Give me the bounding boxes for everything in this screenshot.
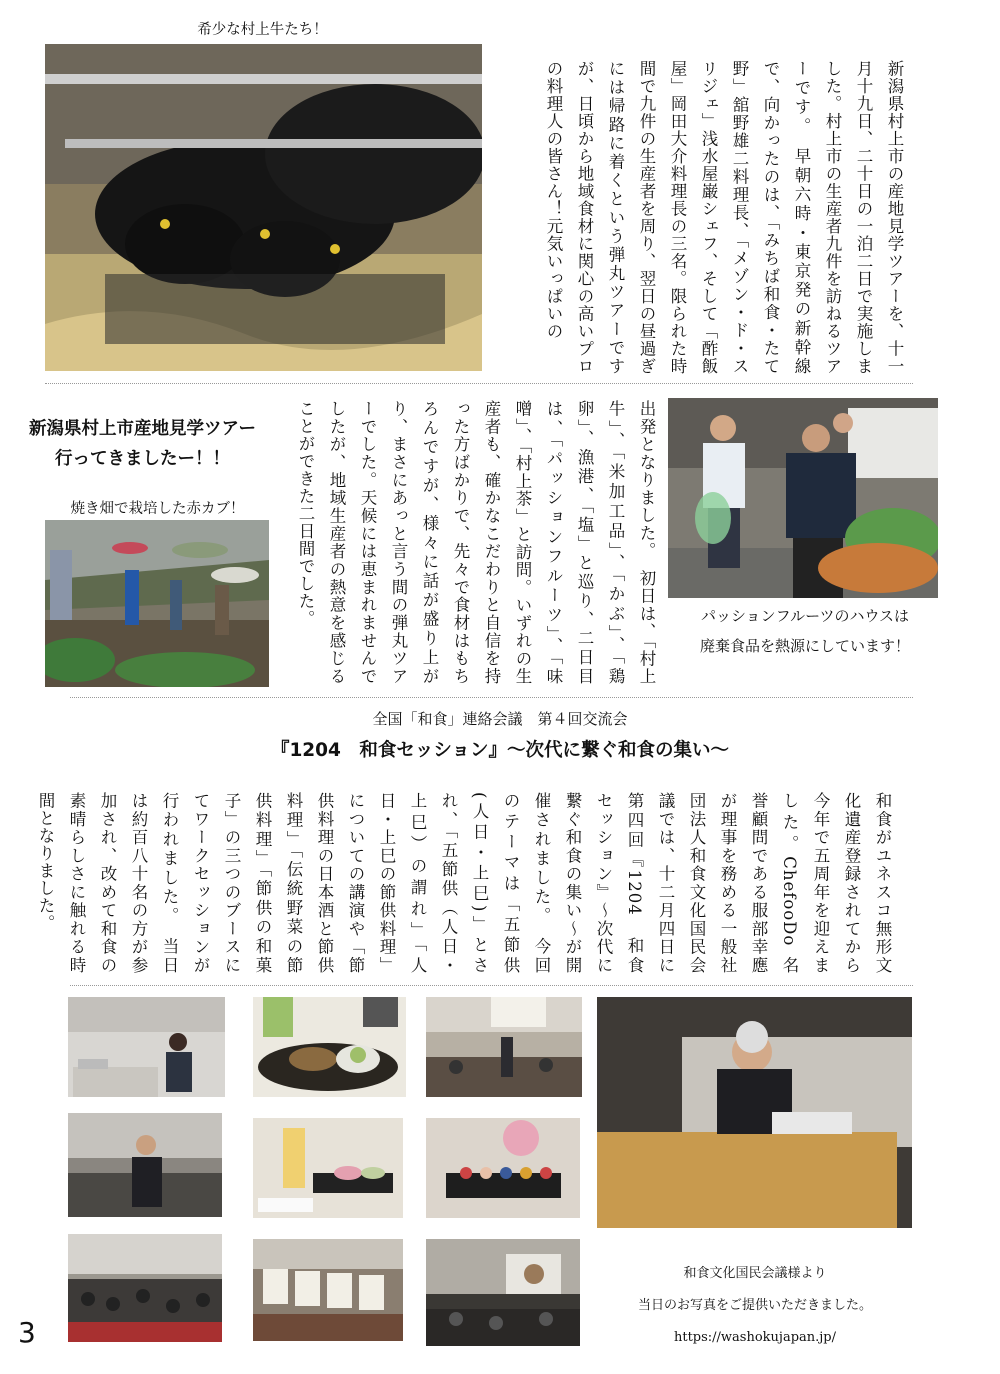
cattle-photo xyxy=(45,44,482,371)
photo-credit-line1: 和食文化国民会議様より xyxy=(683,1266,827,1281)
tour-article-part1: 新潟県村上市の産地見学ツアーを、十一月十九日、二十日の一泊二日で実施しました。村上市の生産者九件を訪ねるツアーです。 早朝六時・東京発の新幹線で、向かったのは、「みちば和食・たて野」舘野雄二料理長、「メゾン・ド・スリジェ」浅水屋巌シェフ、そして「酢飯屋」岡田大介料理長の三名。限られた時間で九件の生産者を周り、翌日の昼過ぎには帰路に着くという弾丸ツアーですが、日頃から地域食材に関心の高いプロの料理人の皆さん！元気いっぱいの xyxy=(544,60,904,375)
feature-title xyxy=(10,414,275,474)
event-photo-audience xyxy=(68,1234,222,1342)
event-photo-dish xyxy=(253,997,406,1097)
photo-credit-line2: 当日のお写真をご提供いただきました。 xyxy=(637,1298,872,1313)
section-divider xyxy=(70,697,913,698)
section-divider xyxy=(70,985,913,986)
event-article: 和食がユネスコ無形文化遺産登録されてから今年で五周年を迎えました。ChefooDo 名誉顧問である服部幸應が理事を務める一般社団法人和食文化国民会議では、十二月四日に第四回『1204 和食セッション』～次代に繋ぐ和食の集い～が開催されました。 今回のテーマは「五節供(人日・上巳)」とされ、「五節供（人日・上巳）の謂れ」「人日・上巳の節供料理」についての講演や「節供料理の日本酒と節供料理」「伝統野菜の節供料理」「節供の和菓子」の三つのブースにてワークセッションが行われました。 当日は約百八十名の方が参加され、改めて和食の素晴らしさに触れる時間となりました。 xyxy=(36,792,892,974)
event-photo-sweets xyxy=(253,1118,403,1218)
section-divider xyxy=(45,383,913,384)
turnip-photo-caption: 焼き畑で栽培した赤カブ！ xyxy=(70,501,245,517)
event-title: 『1204 和食セッション』～次代に繋ぐ和食の集い～ xyxy=(270,740,730,761)
cattle-photo-caption: 希少な村上牛たち！ xyxy=(197,22,328,38)
feature-title-line1: 新潟県村上市産地見学ツアー xyxy=(29,419,256,439)
event-photo-hina-display xyxy=(426,1118,580,1218)
passion-caption-line2: 廃棄食品を熱源にしています！ xyxy=(699,637,910,655)
photo-credit xyxy=(600,1258,910,1354)
event-photo-speaker-man xyxy=(68,1113,222,1217)
turnip-field-photo xyxy=(45,520,269,687)
page-number: 3 xyxy=(18,1316,36,1349)
passion-fruit-caption xyxy=(660,601,950,661)
event-photo-poster-boards xyxy=(253,1239,403,1341)
tour-article-part2: 出発となりました。 初日は、「村上牛」、「米加工品」、「かぶ」、「鶏卵」、漁港、「塩」と巡り、二日目は、「パッションフルーツ」、「味噌」、「村上茶」と訪問。いずれの生産者も、確かなこだわりと自信を持った方ばかりで、先々で食材はもちろんですが、様々に話が盛り上がり、まさにあっと言う間の弾丸ツアーでした。天候には恵まれませんでしたが、地域生産者の熱意を感じることができた二日間でした。 xyxy=(296,400,656,685)
event-photo-hall xyxy=(426,997,582,1097)
event-photo-screen xyxy=(426,1239,580,1346)
event-photo-main-speaker xyxy=(597,997,912,1228)
event-photo-speaker-woman xyxy=(68,997,225,1097)
passion-fruit-house-photo xyxy=(668,398,938,598)
feature-title-line2: 行ってきましたー！！ xyxy=(55,449,230,469)
passion-caption-line1: パッションフルーツのハウスは xyxy=(700,607,910,625)
event-subtitle: 全国「和食」連絡会議 第４回交流会 xyxy=(372,710,628,728)
photo-credit-url[interactable]: https://washokujapan.jp/ xyxy=(673,1330,837,1345)
